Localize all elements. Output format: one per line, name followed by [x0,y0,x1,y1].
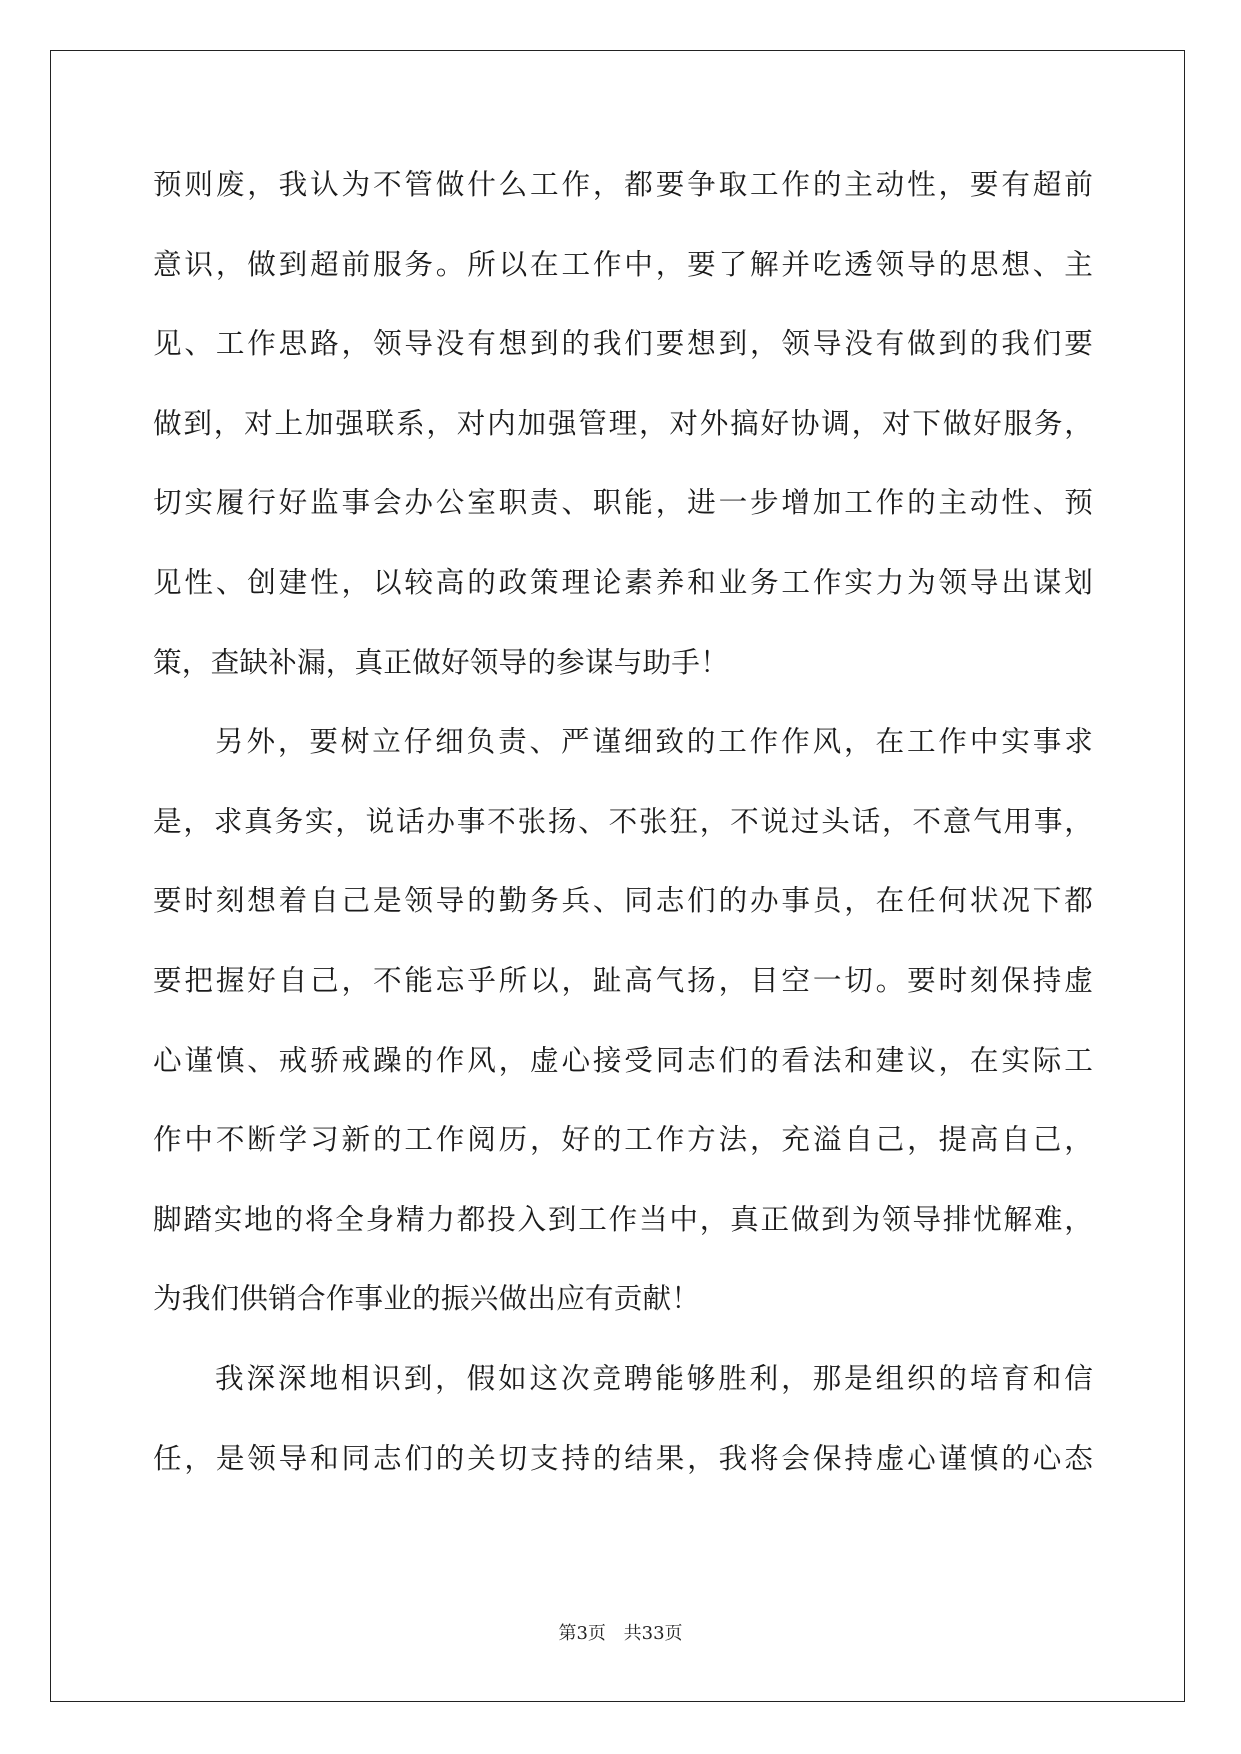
page-footer [0,1622,1241,1646]
document-body [153,164,1093,1517]
text-line: 作中不断学习新的工作阅历，好的工作方法，充溢自己，提高自己， [153,1122,1093,1157]
page-number: 第3页 [558,1623,606,1644]
text-line: 心谨慎、戒骄戒躁的作风，虚心接受同志们的看法和建议，在实际工 [153,1042,1093,1077]
page-total: 共33页 [623,1623,683,1644]
text-line: 为我们供销合作事业的振兴做出应有贡献！ [153,1281,701,1316]
text-line: 切实履行好监事会办公室职责、职能，进一步增加工作的主动性、预 [153,485,1093,520]
text-line: 脚踏实地的将全身精力都投入到工作当中，真正做到为领导排忧解难， [153,1201,1093,1236]
text-line: 意识，做到超前服务。所以在工作中，要了解并吃透领导的思想、主 [153,246,1093,281]
text-line: 见性、创建性，以较高的政策理论素养和业务工作实力为领导出谋划 [153,564,1093,599]
text-line: 见、工作思路，领导没有想到的我们要想到，领导没有做到的我们要 [153,326,1093,361]
text-line: 是，求真务实，说话办事不张扬、不张狂，不说过头话，不意气用事， [153,803,1093,838]
text-line: 任，是领导和同志们的关切支持的结果，我将会保持虚心谨慎的心态 [153,1440,1093,1475]
text-line: 要时刻想着自己是领导的勤务兵、同志们的办事员，在任何状况下都 [153,883,1093,918]
text-line: 策，查缺补漏，真正做好领导的参谋与助手！ [153,644,729,679]
text-line: 要把握好自己，不能忘乎所以，趾高气扬，目空一切。要时刻保持虚 [153,962,1093,997]
paragraph-first-line: 我深深地相识到，假如这次竞聘能够胜利，那是组织的培育和信 [215,1360,1093,1395]
text-line: 做到，对上加强联系，对内加强管理，对外搞好协调，对下做好服务， [153,405,1093,440]
paragraph-first-line: 另外，要树立仔细负责、严谨细致的工作作风，在工作中实事求 [215,724,1093,759]
text-line: 预则废，我认为不管做什么工作，都要争取工作的主动性，要有超前 [153,167,1093,201]
